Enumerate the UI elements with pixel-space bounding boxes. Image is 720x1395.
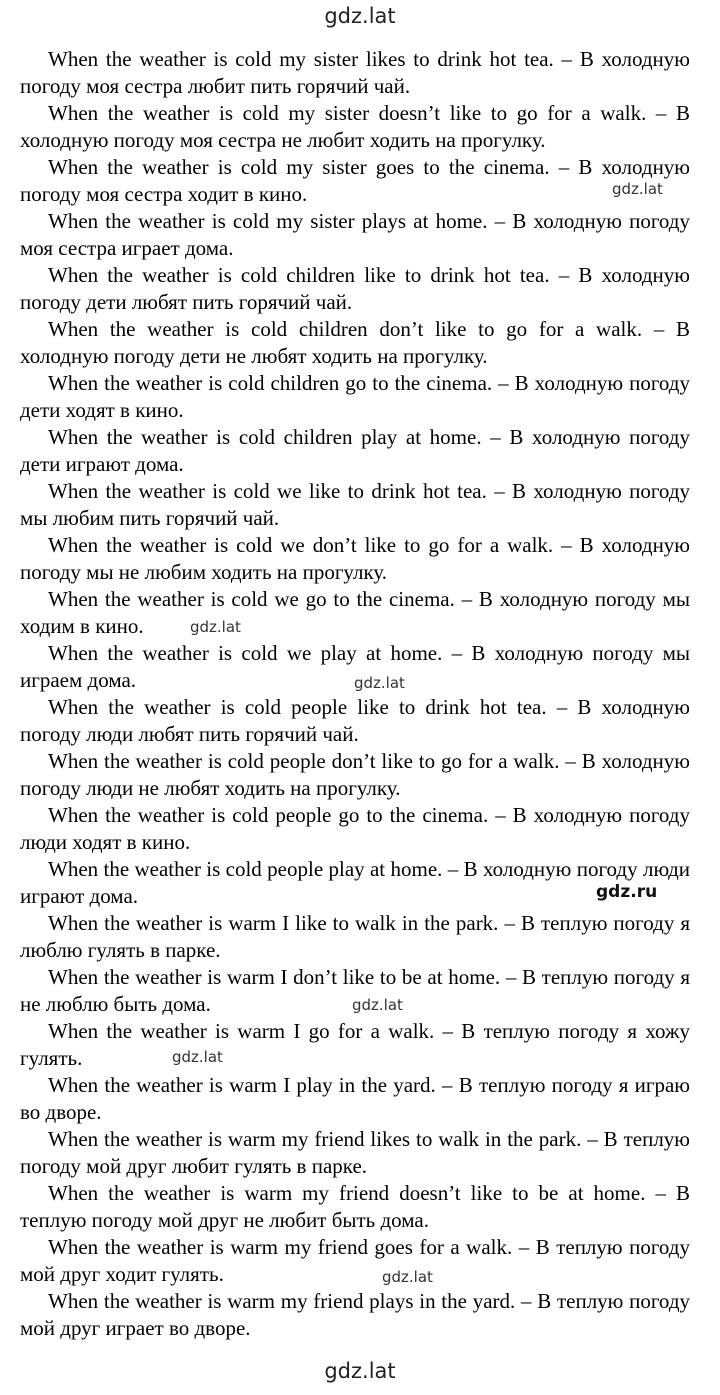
- paragraph: When the weather is warm my friend plays in the yard. – В теплую погоду мой друг играет во дворе.: [20, 1289, 690, 1340]
- overlay-watermark: gdz.lat: [612, 180, 663, 198]
- overlay-watermark: gdz.lat: [382, 1268, 433, 1286]
- paragraph: When the weather is cold children like to drink hot tea. – В холодную погоду дети любят пить горячий чай.: [20, 263, 690, 314]
- overlay-watermark: gdz.ru: [596, 882, 658, 902]
- header-watermark: gdz.lat: [324, 4, 396, 28]
- paragraph: When the weather is cold we go to the cinema. – В холодную погоду мы ходим в кино.: [20, 587, 690, 638]
- paragraph: When the weather is cold people go to the cinema. – В холодную погоду люди ходят в кино.: [20, 803, 690, 854]
- paragraph: When the weather is cold people don’t like to go for a walk. – В холодную погоду люди не любят ходить на прогулку.: [20, 749, 690, 800]
- paragraph: When the weather is cold my sister likes to drink hot tea. – В холодную погоду моя сестра любит пить горячий чай.: [20, 47, 690, 98]
- paragraph: When the weather is cold children don’t like to go for a walk. – В холодную погоду дети не любят ходить на прогулку.: [20, 317, 690, 368]
- paragraph: When the weather is warm I play in the yard. – В теплую погоду я играю во дворе.: [20, 1073, 690, 1124]
- overlay-watermark: gdz.lat: [190, 618, 241, 636]
- paragraph: When the weather is warm my friend goes for a walk. – В теплую погоду мой друг ходит гулять.: [20, 1235, 690, 1286]
- footer-watermark: gdz.lat: [324, 1359, 396, 1383]
- overlay-watermark: gdz.lat: [172, 1048, 223, 1066]
- paragraph: When the weather is cold we play at home. – В холодную погоду мы играем дома.: [20, 641, 690, 692]
- paragraph: When the weather is warm my friend doesn’t like to be at home. – В теплую погоду мой друг не любит быть дома.: [20, 1181, 690, 1232]
- paragraph: When the weather is warm I don’t like to be at home. – В теплую погоду я не люблю быть дома.: [20, 965, 690, 1016]
- paragraph: When the weather is cold my sister plays at home. – В холодную погоду моя сестра играет дома.: [20, 209, 690, 260]
- paragraph: When the weather is warm I go for a walk. – В теплую погоду я хожу гулять.: [20, 1019, 690, 1070]
- paragraph: When the weather is cold people like to drink hot tea. – В холодную погоду люди любят пить горячий чай.: [20, 695, 690, 746]
- overlay-watermark: gdz.lat: [354, 674, 405, 692]
- paragraph: When the weather is cold we like to drink hot tea. – В холодную погоду мы любим пить горячий чай.: [20, 479, 690, 530]
- paragraph: When the weather is cold children play at home. – В холодную погоду дети играют дома.: [20, 425, 690, 476]
- paragraph: When the weather is warm my friend likes to walk in the park. – В теплую погоду мой друг любит гулять в парке.: [20, 1127, 690, 1178]
- paragraph: When the weather is warm I like to walk in the park. – В теплую погоду я люблю гулять в парке.: [20, 911, 690, 962]
- paragraph: When the weather is cold my sister doesn’t like to go for a walk. – В холодную погоду моя сестра не любит ходить на прогулку.: [20, 101, 690, 152]
- overlay-watermark: gdz.lat: [352, 996, 403, 1014]
- paragraph: When the weather is cold my sister goes to the cinema. – В холодную погоду моя сестра ходит в кино.: [20, 155, 690, 206]
- paragraph: When the weather is cold we don’t like to go for a walk. – В холодную погоду мы не любим ходить на прогулку.: [20, 533, 690, 584]
- paragraph: When the weather is cold people play at home. – В холодную погоду люди играют дома.: [20, 857, 690, 908]
- paragraph: When the weather is cold children go to the cinema. – В холодную погоду дети ходят в кино.: [20, 371, 690, 422]
- document-body: [20, 46, 690, 1342]
